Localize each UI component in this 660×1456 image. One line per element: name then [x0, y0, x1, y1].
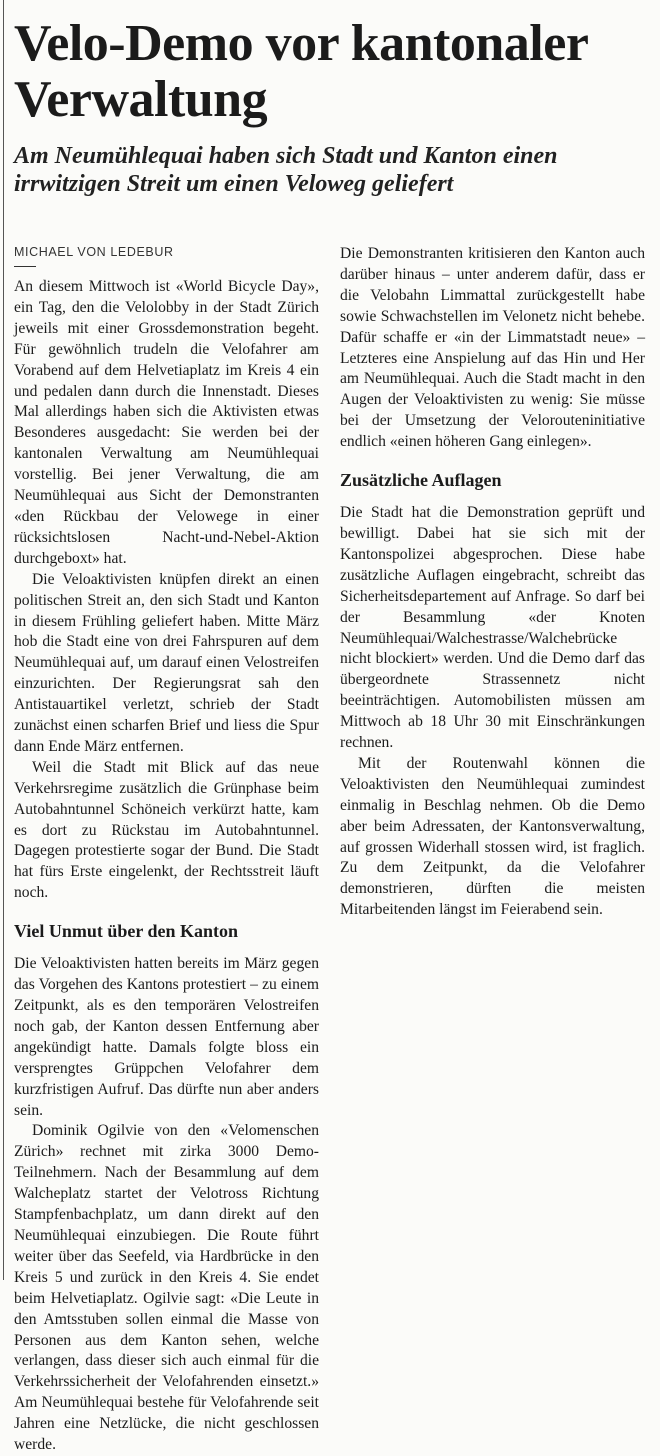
body-paragraph: Die Veloaktivisten knüpfen direkt an einen politischen Streit an, den sich Stadt und Kanton in diesem Frühling geliefert haben. Mitte März hob die Stadt eine von drei Fahrspuren auf dem Neumühlequai auf, um darauf einen Velostreifen einzurichten. Der Regierungsrat sah den Antistauartikel verletzt, schrieb der Stadt zunächst einen scharfen Brief und liess die Spur dann Ende März entfernen.: [14, 570, 319, 755]
section-heading: Zusätzliche Auflagen: [340, 470, 502, 491]
body-paragraph: Die Stadt hat die Demonstration geprüft und bewilligt. Dabei hat sie sich mit der Kantonspolizei abgesprochen. Diese habe zusätzliche Auflagen eingebracht, schreibt das Sicherheitsdepartement auf Anfrage. So darf bei der Besammlung «der Knoten Neumühlequai/Walchestrasse/Walchebrücke nicht blockiert» werden. Und die Demo darf das übergeordnete Strassennetz nicht beeinträchtigen. Automobilisten müssen am Mittwoch ab 18 Uhr 30 mit Einschränkungen rechnen.: [340, 504, 645, 752]
body-paragraph: An diesem Mittwoch ist «World Bicycle Day», ein Tag, den die Velolobby in der Stadt Zürich jeweils mit einer Grossdemonstration begeht. Für gewöhnlich trudeln die Velofahrer am Vorabend auf dem Helvetiaplatz im Kreis 4 ein und pedalen dann durch die Innenstadt. Dieses Mal allerdings haben sich die Aktivisten etwas Besonderes ausgedacht: Sie werden bei der kantonalen Verwaltung am Neumühlequai vorstellig. Bei jener Verwaltung, die am Neumühlequai aus Sicht der Demonstranten «den Rückbau der Velowege in einer rücksichtslosen Nacht-und-Nebel-Aktion durchgeboxt» hat.: [14, 278, 319, 567]
article-subheadline: Am Neumühlequai haben sich Stadt und Kanton einen irrwitzigen Streit um einen Veloweg geliefert: [14, 143, 558, 197]
body-paragraph: Die Veloaktivisten hatten bereits im März gegen das Vorgehen des Kantons protestiert – zu einem Zeitpunkt, als es den temporären Velostreifen noch gab, der Kanton dessen Entfernung aber angekündigt hatte. Damals folgte bloss ein versprengtes Grüppchen Velofahrer dem kurzfristigen Aufruf. Das dürfte nun aber anders sein.: [14, 955, 319, 1119]
article-headline: Velo-Demo vor kantonaler Verwaltung: [14, 15, 588, 128]
column-rule: [3, 0, 4, 1280]
article-byline: MICHAEL VON LEDEBUR: [14, 245, 174, 259]
article-column-left: [14, 244, 319, 1456]
byline-rule: [14, 266, 36, 267]
body-paragraph: Die Demonstranten kritisieren den Kanton auch darüber hinaus – unter anderem dafür, dass er die Velobahn Limmattal zurückgestellt habe sowie Schwachstellen im Velonetz nicht behebe. Dafür schaffe er «in der Limmatstadt neue» – Letzteres eine Anspielung auf das Hin und Her am Neumühlequai. Auch die Stadt macht in den Augen der Veloaktivisten zu wenig: Sie müsse bei der Umsetzung der Velorouteninitiative endlich «einen höheren Gang einlegen».: [340, 245, 645, 451]
article-column-right: [340, 244, 645, 921]
section-heading: Viel Unmut über den Kanton: [14, 921, 239, 942]
body-paragraph: Weil die Stadt mit Blick auf das neue Verkehrsregime zusätzlich die Grünphase beim Autobahntunnel Schöneich verkürzt hatte, kam es dort zu Rückstau im Autobahntunnel. Dagegen protestierte sogar der Bund. Die Stadt hat fürs Erste eingelenkt, der Rechtsstreit läuft noch.: [14, 758, 319, 902]
body-paragraph: Mit der Routenwahl können die Veloaktivisten den Neumühlequai zumindest einmalig in Beschlag nehmen. Ob die Demo aber beim Adressaten, der Kantonsverwaltung, auf grossen Widerhall stossen wird, ist fraglich. Zu dem Zeitpunkt, da die Velofahrer demonstrieren, dürften die meisten Mitarbeitenden längst im Feierabend sein.: [340, 754, 645, 919]
body-paragraph: Dominik Ogilvie von den «Velomenschen Zürich» rechnet mit zirka 3000 Demo-Teilnehmern. Nach der Besammlung auf dem Walcheplatz startet der Velotross Richtung Stampfenbachplatz, um dann direkt auf den Neumühlequai einzubiegen. Die Route führt weiter über das Seefeld, via Hardbrücke in den Kreis 5 und zurück in den Kreis 4. Sie endet beim Helvetiaplatz. Ogilvie sagt: «Die Leute in den Amtsstuben sollen einmal die Masse von Personen aus dem Kanton sehen, welche verlangen, dass dieser sich auch einmal für die Verkehrssicherheit der Velofahrenden einsetzt.» Am Neumühlequai bestehe für Velofahrende seit Jahren eine Netzlücke, die nicht geschlossen werde.: [14, 1122, 319, 1454]
